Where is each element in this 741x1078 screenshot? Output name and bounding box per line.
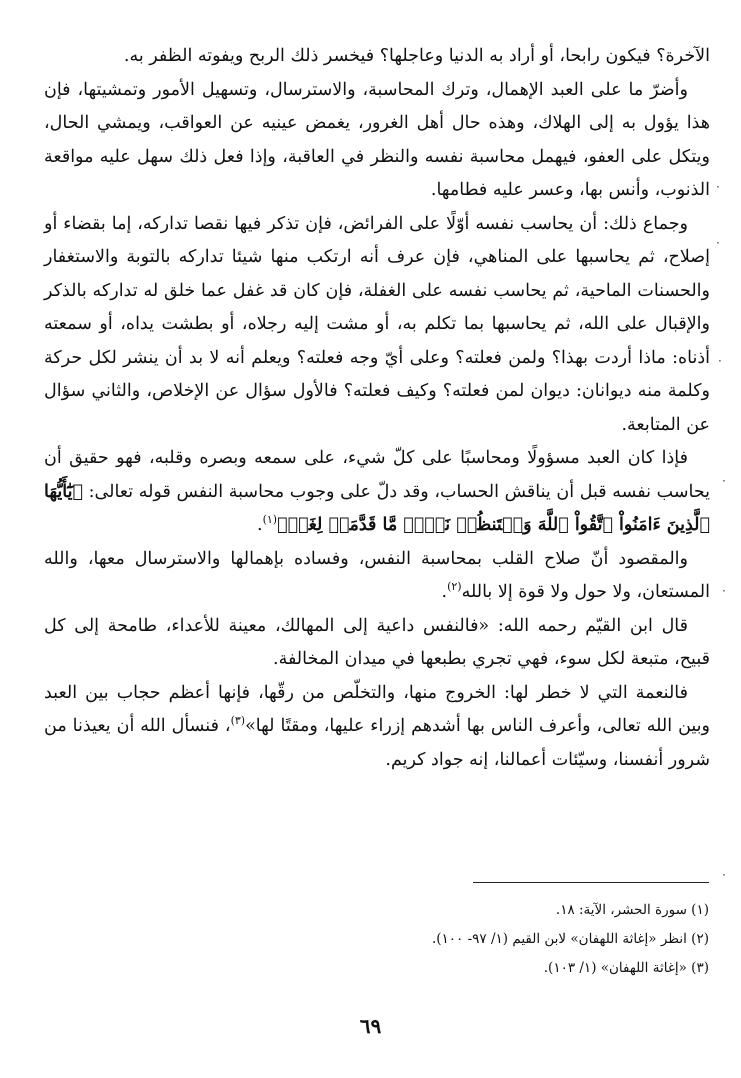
quran-verse: ﴿يَٰٓأَيُّهَا ٱلَّذِينَ ءَامَنُواْ ٱتَّقُواْ ٱللَّهَ وَلۡتَنظُرۡ نَفۡسٞ مَّا قَدَّمَتۡ لِغَدٖ﴾	[44, 481, 710, 535]
paragraph-7-end: ، فنسأل الله أن يعيذنا من شرور أنفسنا، وسيّئات أعمالنا، إنه جواد كريم.	[44, 716, 710, 770]
footnote-3: (٣) «إغاثة اللهفان» (١/ ١٠٣).	[543, 960, 709, 976]
paragraph-4-text: فإذا كان العبد مسؤولًا ومحاسبًا على كلّ شيء، على سمعه وبصره وقلبه، فهو حقيق أن يحاسب نفسه قبل أن يناقش الحساب، وقد دلّ على وجوب محاسبة النفس قوله تعالى:	[44, 448, 710, 502]
page-number: ٦٩	[359, 1014, 382, 1038]
footnote-ref-3: (٣)	[230, 714, 246, 728]
paragraph-4: فإذا كان العبد مسؤولًا ومحاسبًا على كلّ شيء، على سمعه وبصره وقلبه، فهو حقيق أن يحاسب نفسه قبل أن يناقش الحساب، وقد دلّ على وجوب محاسبة النفس قوله تعالى: ﴿يَٰٓأَيُّهَا ٱلَّذِينَ ءَامَنُواْ ٱتَّقُواْ ٱللَّهَ وَلۡتَنظُرۡ نَفۡسٞ مَّا قَدَّمَتۡ لِغَدٖ﴾$^{(١)}$.	[44, 448, 710, 535]
paragraph-3: وجماع ذلك: أن يحاسب نفسه أوّلًا على الفرائض، فإن تذكر فيها نقصا تداركه، إما بقضاء أو إصلاح، ثم يحاسبها على المناهي، فإن عرف أنه ارتكب منها شيئا تداركه بالتوبة والاستغفار والحسنات الماحية، ثم يحاسب نفسه على الغفلة، فإن كان قد غفل عما خلق له تداركه بالذكر والإقبال على الله، ثم يحاسبها بما تكلم به، أو مشت إليه رجلاه، أو بطشت يداه، أو سمعته أذناه: ماذا أردت بهذا؟ ولمن فعلته؟ وعلى أيّ وجه فعلته؟ ويعلم أنه لا بد أن ينشر لكل حركة وكلمة منه ديوانان: ديوان لمن فعلته؟ وكيف فعلته؟ فالأول سؤال عن الإخلاص، والثاني سؤال عن المتابعة.	[44, 213, 710, 435]
footnote-divider	[473, 882, 709, 883]
footnote-ref-1: (١)	[262, 513, 278, 527]
paragraph-6: قال ابن القيّم رحمه الله: «فالنفس داعية إلى المهالك، معينة للأعداء، طامحة إلى كل قبيح، متبعة لكل سوء، فهي تجري بطبعها في ميدان المخالفة.	[44, 615, 710, 669]
margin-mark: ·	[716, 236, 720, 250]
footnote-ref-2: (٢)	[447, 580, 462, 594]
margin-mark: ·	[718, 354, 722, 368]
margin-mark: ·	[722, 584, 726, 598]
margin-mark: ·	[722, 474, 726, 488]
margin-mark: ·	[722, 868, 726, 882]
footnote-1: (١) سورة الحشر، الآية: ١٨.	[555, 902, 709, 918]
footnote-2: (٢) انظر «إغاثة اللهفان» لابن القيم (١/ ٩٧- ١٠٠).	[431, 931, 709, 947]
paragraph-7	[44, 677, 710, 778]
paragraph-5: والمقصود أنّ صلاح القلب بمحاسبة النفس، وفساده بإهمالها والاسترسال معها، والله المستعان، ولا حول ولا قوة إلا بالله$^{(٢)}$.	[44, 548, 710, 602]
margin-mark: ·	[716, 180, 720, 194]
paragraph-7-text: فالنعمة التي لا خطر لها: الخروج منها، والتخلّص من رقّها، فإنها أعظم حجاب بين العبد وبين الله تعالى، وأعرف الناس بها أشدهم إزراء عليها، ومقتًا لها»	[44, 682, 710, 736]
footnotes	[69, 896, 709, 983]
paragraph-1: الآخرة؟ فيكون رابحا، أو أراد به الدنيا وعاجلها؟ فيخسر ذلك الربح ويفوته الظفر به.	[123, 46, 710, 66]
paragraph-2: وأضرّ ما على العبد الإهمال، وترك المحاسبة، والاسترسال، وتسهيل الأمور وتمشيتها، فإن هذا يؤول به إلى الهلاك، وهذه حال أهل الغرور، يغمض عينيه عن العواقب، ويمشي الحال، ويتكل على العفو، فيهمل محاسبة نفسه والنظر في العاقبة، وإذا فعل ذلك سهل عليه مواقعة الذنوب، وأنس بها، وعسر عليه فطامها.	[44, 79, 710, 200]
paragraph-5-text: والمقصود أنّ صلاح القلب بمحاسبة النفس، وفساده بإهمالها والاسترسال معها، والله المستعان، ولا حول ولا قوة إلا بالله	[44, 548, 710, 602]
page-body	[44, 40, 710, 777]
